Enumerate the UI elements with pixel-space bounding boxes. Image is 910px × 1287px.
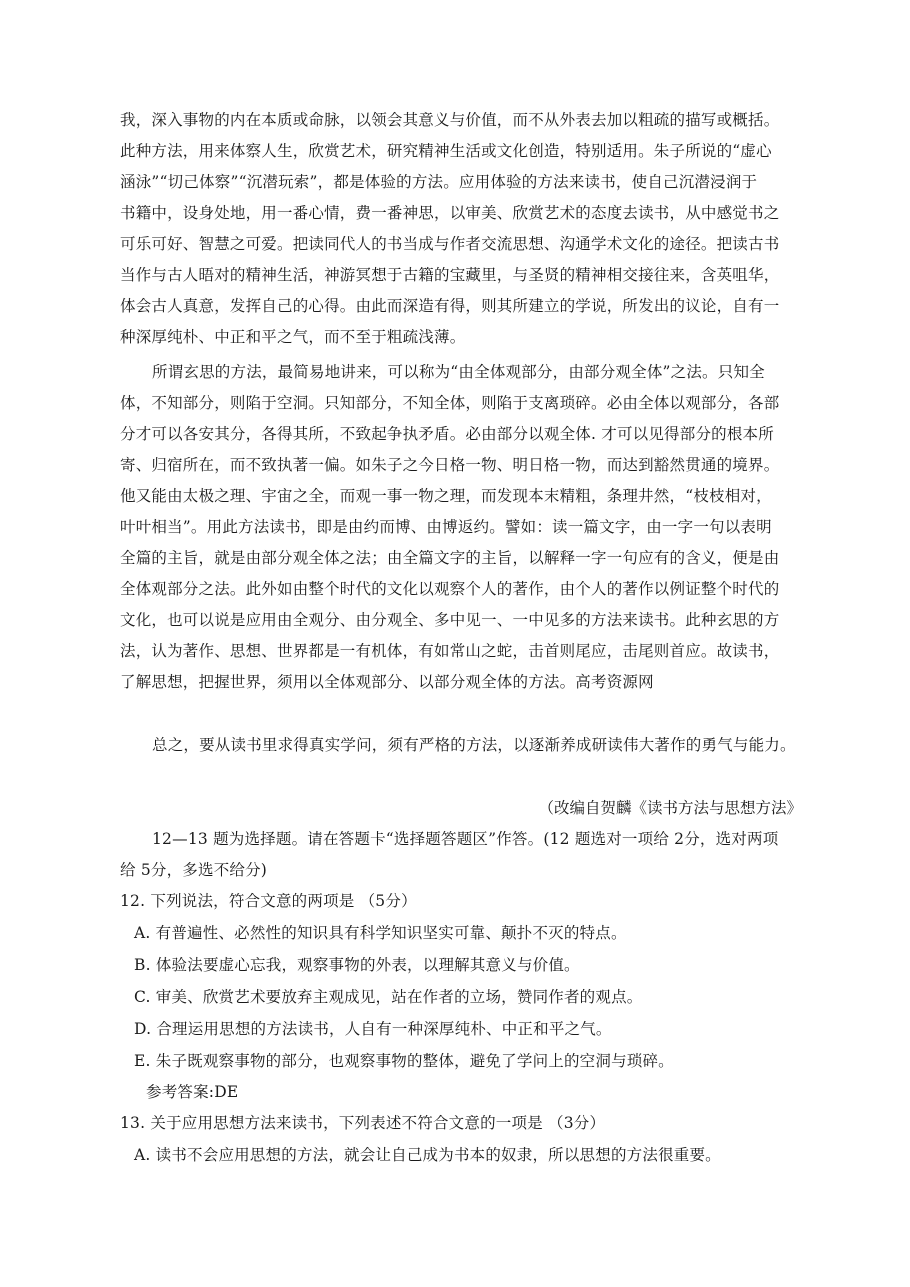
passage-line: 了解思想，把握世界，须用以全体观部分、以部分观全体的方法。高考资源网	[120, 673, 654, 691]
question-12-answer: 参考答案:DE	[146, 1083, 239, 1101]
passage-source: （改编自贺麟《读书方法与思想方法》	[538, 799, 802, 817]
question-12-stem: 12. 下列说法，符合文意的两项是 （5分）	[120, 892, 417, 910]
question-12-option-a: A. 有普遍性、必然性的知识具有科学知识坚实可靠、颠扑不灭的特点。	[134, 924, 627, 942]
passage-line: 全体观部分之法。此外如由整个时代的文化以观察个人的著作，由个人的著作以例证整个时代的	[120, 580, 780, 598]
question-12-option-c: C. 审美、欣赏艺术要放弃主观成见，站在作者的立场，赞同作者的观点。	[134, 988, 643, 1006]
question-instructions: 给 5分，多选不给分)	[120, 861, 268, 879]
question-13-stem: 13. 关于应用思想方法来读书，下列表述不符合文意的一项是 （3分）	[120, 1114, 606, 1132]
passage-line: 叶叶相当”。用此方法读书，即是由约而博、由博返约。譬如：读一篇文字，由一字一句以表明	[120, 518, 772, 536]
passage-line: 文化，也可以说是应用由全观分、由分观全、多中见一、一中见多的方法来读书。此种玄思的方	[120, 611, 780, 629]
passage-line: 当作与古人晤对的精神生活，神游冥想于古籍的宝藏里，与圣贤的精神相交接往来，含英咀华，	[120, 266, 780, 284]
passage-line: 此种方法，用来体察人生，欣赏艺术，研究精神生活或文化创造，特别适用。朱子所说的“虚心	[120, 142, 772, 160]
question-12-option-b: B. 体验法要虚心忘我，观察事物的外表，以理解其意义与价值。	[134, 956, 580, 974]
question-12-option-d: D. 合理运用思想的方法读书，人自有一种深厚纯朴、中正和平之气。	[134, 1020, 612, 1038]
passage-line: 他又能由太极之理、宇宙之全，而观一事一物之理，而发现本末精粗，条理井然，“枝枝相对，	[120, 487, 772, 505]
passage-line: 可乐可好、智慧之可爱。把读同代人的书当成与作者交流思想、沟通学术文化的途径。把读古书	[120, 235, 780, 253]
passage-line: 体，不知部分，则陷于空洞。只知部分，不知全体，则陷于支离琐碎。必由全体以观部分，各部	[120, 394, 780, 412]
question-instructions: 12—13 题为选择题。请在答题卡“选择题答题区”作答。(12 题选对一项给 2分，选对两项	[152, 830, 779, 848]
passage-line: 法，认为著作、思想、世界都是一有机体，有如常山之蛇，击首则尾应，击尾则首应。故读书，	[120, 642, 780, 660]
question-12-option-e: E. 朱子既观察事物的部分，也观察事物的整体，避免了学问上的空洞与琐碎。	[134, 1052, 674, 1070]
passage-line: 体会古人真意，发挥自己的心得。由此而深造有得，则其所建立的学说，所发出的议论，自有一	[120, 297, 780, 315]
passage-line: 我，深入事物的内在本质或命脉，以领会其意义与价值，而不从外表去加以粗疏的描写或概括。	[120, 111, 780, 129]
question-13-option-a: A. 读书不会应用思想的方法，就会让自己成为书本的奴隶，所以思想的方法很重要。	[134, 1146, 721, 1164]
passage-line: 寄、归宿所在，而不致执著一偏。如朱子之今日格一物、明日格一物，而达到豁然贯通的境界。	[120, 456, 780, 474]
passage-line: 所谓玄思的方法，最简易地讲来，可以称为“由全体观部分，由部分观全体”之法。只知全	[152, 363, 765, 381]
passage-line: 分才可以各安其分，各得其所，不致起争执矛盾。必由部分以观全体. 才可以见得部分的根本所	[120, 425, 774, 443]
passage-line: 全篇的主旨，就是由部分观全体之法；由全篇文字的主旨，以解释一字一句应有的含义，便是由	[120, 549, 780, 567]
passage-line: 书籍中，设身处地，用一番心情，费一番神思，以审美、欣赏艺术的态度去读书，从中感觉书之	[120, 204, 780, 222]
passage-conclusion: 总之，要从读书里求得真实学问，须有严格的方法，以逐渐养成研读伟大著作的勇气与能力。	[152, 736, 796, 754]
passage-line: 种深厚纯朴、中正和平之气，而不至于粗疏浅薄。	[120, 328, 466, 346]
passage-line: 涵泳”“切己体察”“沉潜玩索”，都是体验的方法。应用体验的方法来读书，使自己沉潜浸润于	[120, 173, 758, 191]
